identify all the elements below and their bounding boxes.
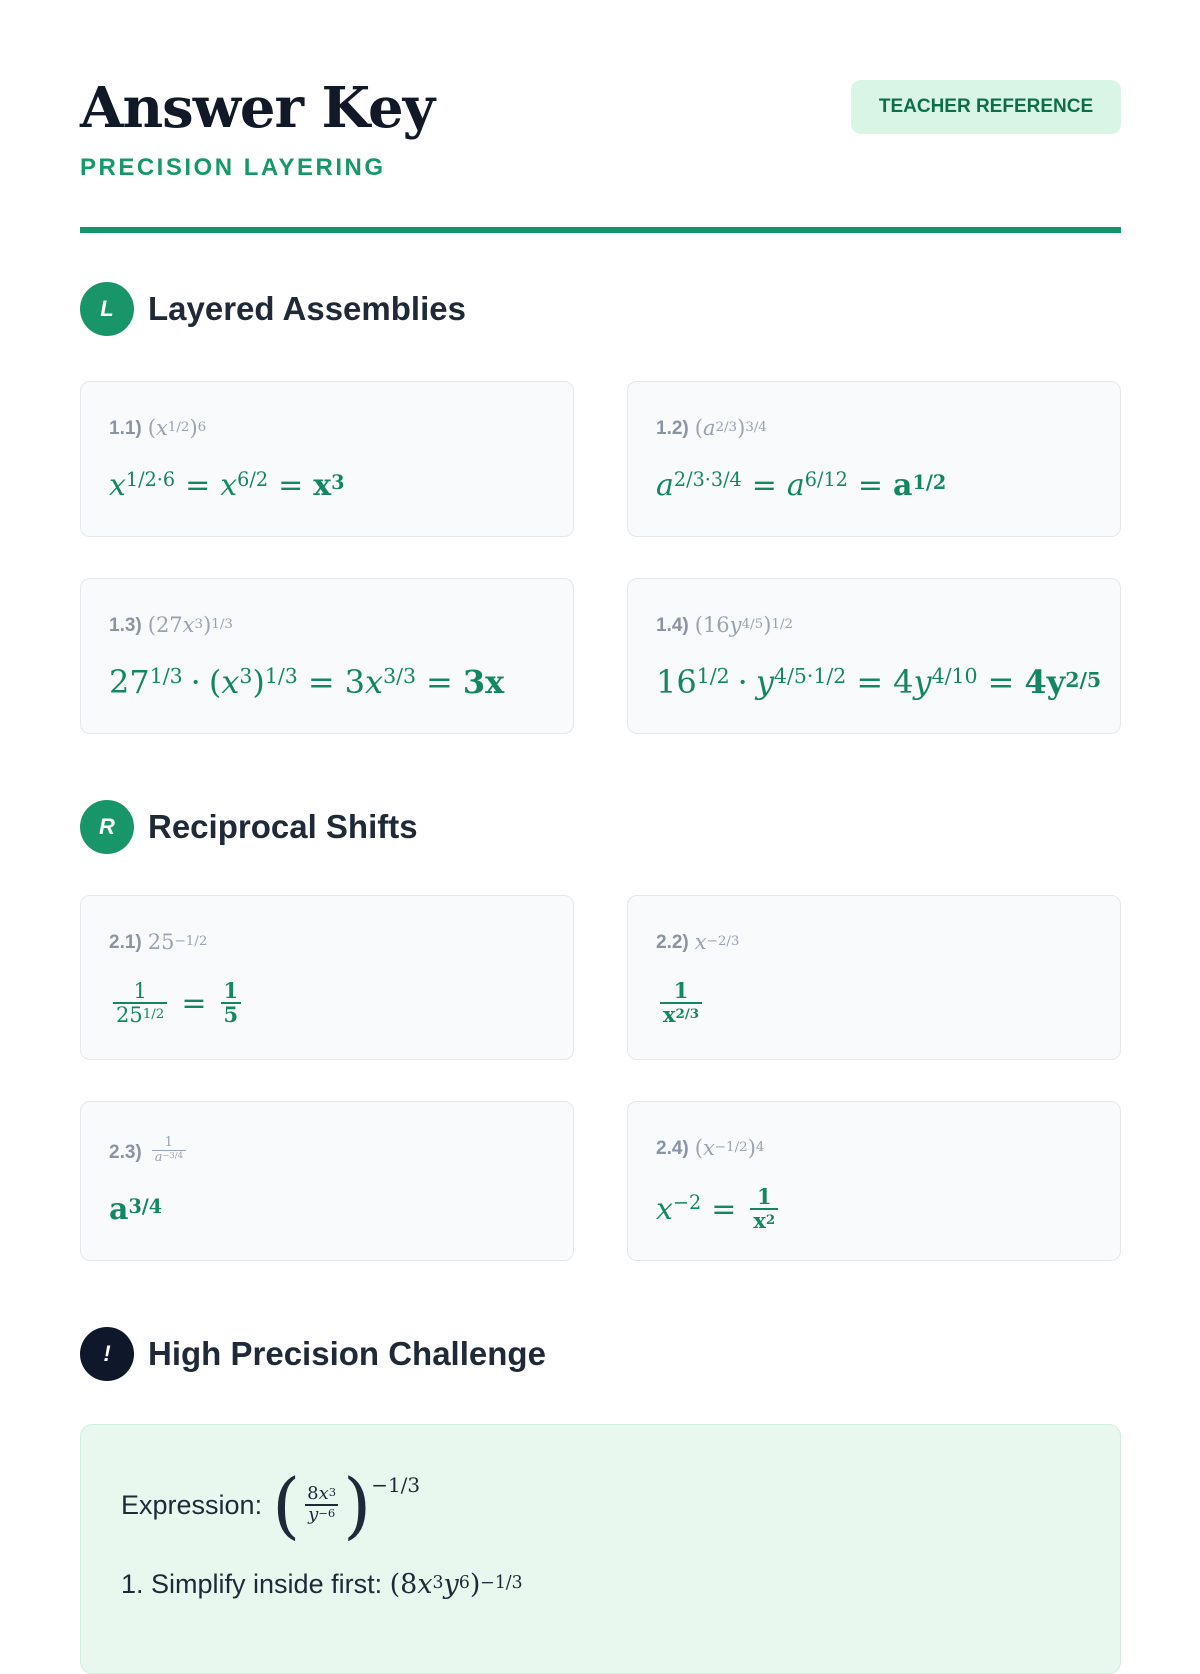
solution: x $^{-2}$ = $\frac{1}{x^2}$: [656, 1186, 782, 1232]
problem-card-1-3: [80, 578, 574, 734]
teacher-reference-badge: TEACHER REFERENCE: [851, 80, 1121, 134]
solution: 27 $^{1/3}$ · ( x $^3$ ) $^{1/3}$ = 3 x $^{3/3}$ = 3x: [109, 663, 505, 701]
challenge-card: [80, 1424, 1121, 1674]
solution: $a^{3/4}$: [109, 1192, 163, 1227]
challenge-expression: Expression: ( $\frac{8x^3}{y^{-6}}$ ) −1/3: [121, 1463, 421, 1547]
problem-card-2-4: [627, 1101, 1121, 1261]
section-header-challenge: [80, 1327, 546, 1381]
header-divider: [80, 227, 1121, 233]
problem-statement: [109, 613, 233, 637]
problem-statement: [109, 930, 207, 954]
problem-number: 2.1): [109, 932, 142, 953]
problem-number: 1.2): [656, 418, 689, 439]
problem-card-1-1: [80, 381, 574, 537]
problem-expression: $(16y^{4/5})^{1/2}$: [694, 613, 794, 637]
page-title: Answer Key: [80, 75, 435, 141]
section-header-layered: [80, 282, 466, 336]
solution: $\frac{1}{25^{1/2}}$ = $\frac{1}{5}$: [109, 980, 245, 1026]
solution: a $^{2/3\cdot 3/4}$ = a $^{6/12}$ = $a^{1/2}$: [656, 467, 947, 503]
problem-expression: $25^{-1/2}$: [147, 930, 208, 954]
problem-expression: $(a^{2/3})^{3/4}$: [694, 416, 767, 440]
problem-number: 1.1): [109, 418, 142, 439]
page-subtitle: PRECISION LAYERING: [80, 154, 386, 181]
problem-statement: [656, 1136, 764, 1160]
section-r-icon: R: [80, 800, 134, 854]
problem-number: 2.4): [656, 1138, 689, 1159]
problem-expression: $(x^{-1/2})^4$: [694, 1136, 765, 1160]
problem-statement: [109, 416, 206, 440]
problem-card-2-2: [627, 895, 1121, 1060]
problem-number: 2.3): [109, 1142, 142, 1164]
problem-card-2-1: [80, 895, 574, 1060]
expression-label: Expression:: [121, 1489, 263, 1520]
solution: $\frac{1}{x^{2/3}}$: [656, 980, 706, 1026]
problem-statement: [656, 613, 793, 637]
problem-expression: $(x^{1/2})^6$: [147, 416, 207, 440]
problem-card-1-4: [627, 578, 1121, 734]
step-label: 1. Simplify inside first:: [121, 1569, 383, 1599]
section-header-reciprocal: [80, 800, 418, 854]
problem-expression: $x^{-2/3}$: [694, 930, 740, 954]
problem-card-1-2: [627, 381, 1121, 537]
problem-number: 1.4): [656, 615, 689, 636]
alert-icon: !: [80, 1327, 134, 1381]
problem-card-2-3: [80, 1101, 574, 1261]
problem-statement: [656, 930, 739, 954]
section-title: Reciprocal Shifts: [148, 808, 418, 845]
section-title: Layered Assemblies: [148, 290, 466, 327]
problem-number: 1.3): [109, 615, 142, 636]
problem-statement: [656, 416, 767, 440]
problem-expression: $(27x^3)^{1/3}$: [147, 613, 233, 637]
problem-statement: [109, 1136, 190, 1164]
solution: x $^{1/2\cdot 6}$ = x $^{6/2}$ = $x^3$: [109, 467, 345, 503]
challenge-step-1: 1. Simplify inside first: $(8x^3y^6)^{-1/3}$: [121, 1569, 523, 1600]
problem-expression: $\frac{1}{a^{-3/4}}$: [152, 1136, 186, 1164]
solution: 16 $^{1/2}$ · y $^{4/5\cdot 1/2}$ = 4 y $^{4/10}$ = $4y^{2/5}$: [656, 663, 1102, 701]
problem-number: 2.2): [656, 932, 689, 953]
section-l-icon: L: [80, 282, 134, 336]
section-title: High Precision Challenge: [148, 1335, 546, 1372]
